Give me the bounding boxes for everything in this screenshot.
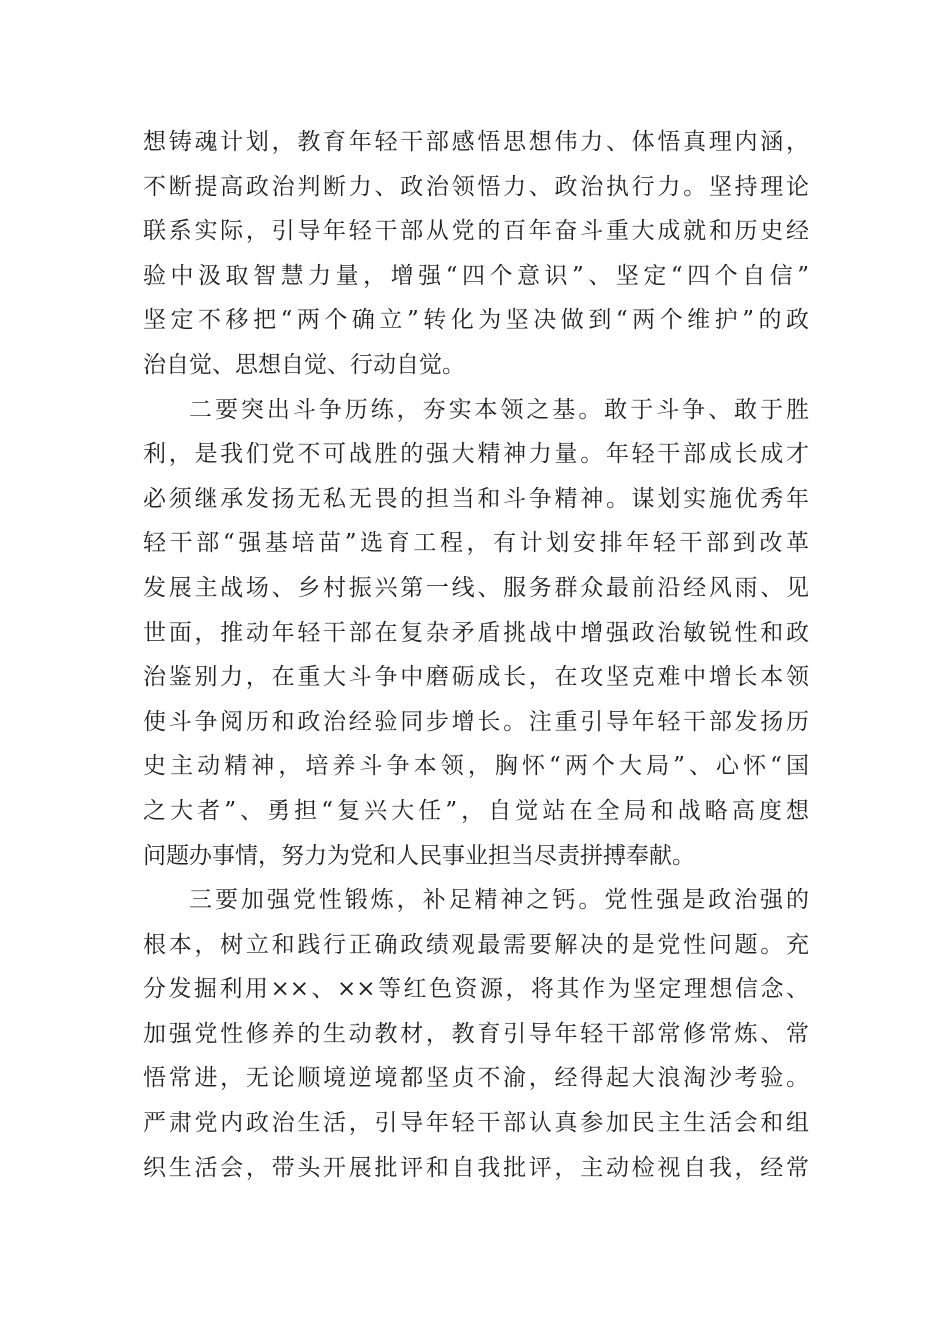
paragraph-2-line-2: 利，是我们党不可战胜的强大精神力量。年轻干部成长成才 [143,441,809,468]
paragraph-1-line-3: 联系实际，引导年轻干部从党的百年奋斗重大成就和历史经 [143,218,809,245]
paragraph-2-line-4: 轻干部“强基培苗”选育工程，有计划安排年轻干部到改革 [143,530,809,557]
paragraph-1-line-5: 坚定不移把“两个确立”转化为坚决做到“两个维护”的政 [143,307,809,334]
paragraph-3-line-1: 三要加强党性锻炼，补足精神之钙。党性强是政治强的 [189,887,809,914]
paragraph-2-line-3: 必须继承发扬无私无畏的担当和斗争精神。谋划实施优秀年 [143,485,809,512]
paragraph-1-line-6: 治自觉、思想自觉、行动自觉。 [143,351,465,378]
paragraph-1-line-1: 想铸魂计划，教育年轻干部感悟思想伟力、体悟真理内涵， [143,129,809,155]
paragraph-3-line-7: 织生活会，带头开展批评和自我批评，主动检视自我，经常 [143,1154,809,1181]
paragraph-2-line-9: 史主动精神，培养斗争本领，胸怀“两个大局”、心怀“国 [143,753,809,780]
paragraph-2-line-8: 使斗争阅历和政治经验同步增长。注重引导年轻干部发扬历 [143,708,809,735]
paragraph-2-line-11: 问题办事情，努力为党和人民事业担当尽责拼搏奉献。 [143,842,695,869]
paragraph-2-line-7: 治鉴别力，在重大斗争中磨砺成长，在攻坚克难中增长本领 [143,664,809,691]
paragraph-1-line-2: 不断提高政治判断力、政治领悟力、政治执行力。坚持理论 [143,173,809,200]
paragraph-2-line-5: 发展主战场、乡村振兴第一线、服务群众最前沿经风雨、见 [143,574,809,601]
paragraph-1-line-4: 验中汲取智慧力量，增强“四个意识”、坚定“四个自信” [143,262,809,289]
paragraph-2-line-1: 二要突出斗争历练，夯实本领之基。敢于斗争、敢于胜 [189,396,809,423]
paragraph-2-line-10: 之大者”、勇担“复兴大任”，自觉站在全局和战略高度想 [143,797,809,824]
paragraph-3-line-3: 分发掘利用××、××等红色资源，将其作为坚定理想信念、 [143,976,809,1003]
paragraph-2-line-6: 世面，推动年轻干部在复杂矛盾挑战中增强政治敏锐性和政 [143,619,809,646]
paragraph-3-line-6: 严肃党内政治生活，引导年轻干部认真参加民主生活会和组 [143,1110,809,1137]
document-body [143,120,809,1190]
paragraph-3-line-2: 根本，树立和践行正确政绩观最需要解决的是党性问题。充 [143,931,809,958]
paragraph-3-line-4: 加强党性修养的生动教材，教育引导年轻干部常修常炼、常 [143,1020,809,1047]
paragraph-3-line-5: 悟常进，无论顺境逆境都坚贞不渝，经得起大浪淘沙考验。 [143,1065,809,1092]
